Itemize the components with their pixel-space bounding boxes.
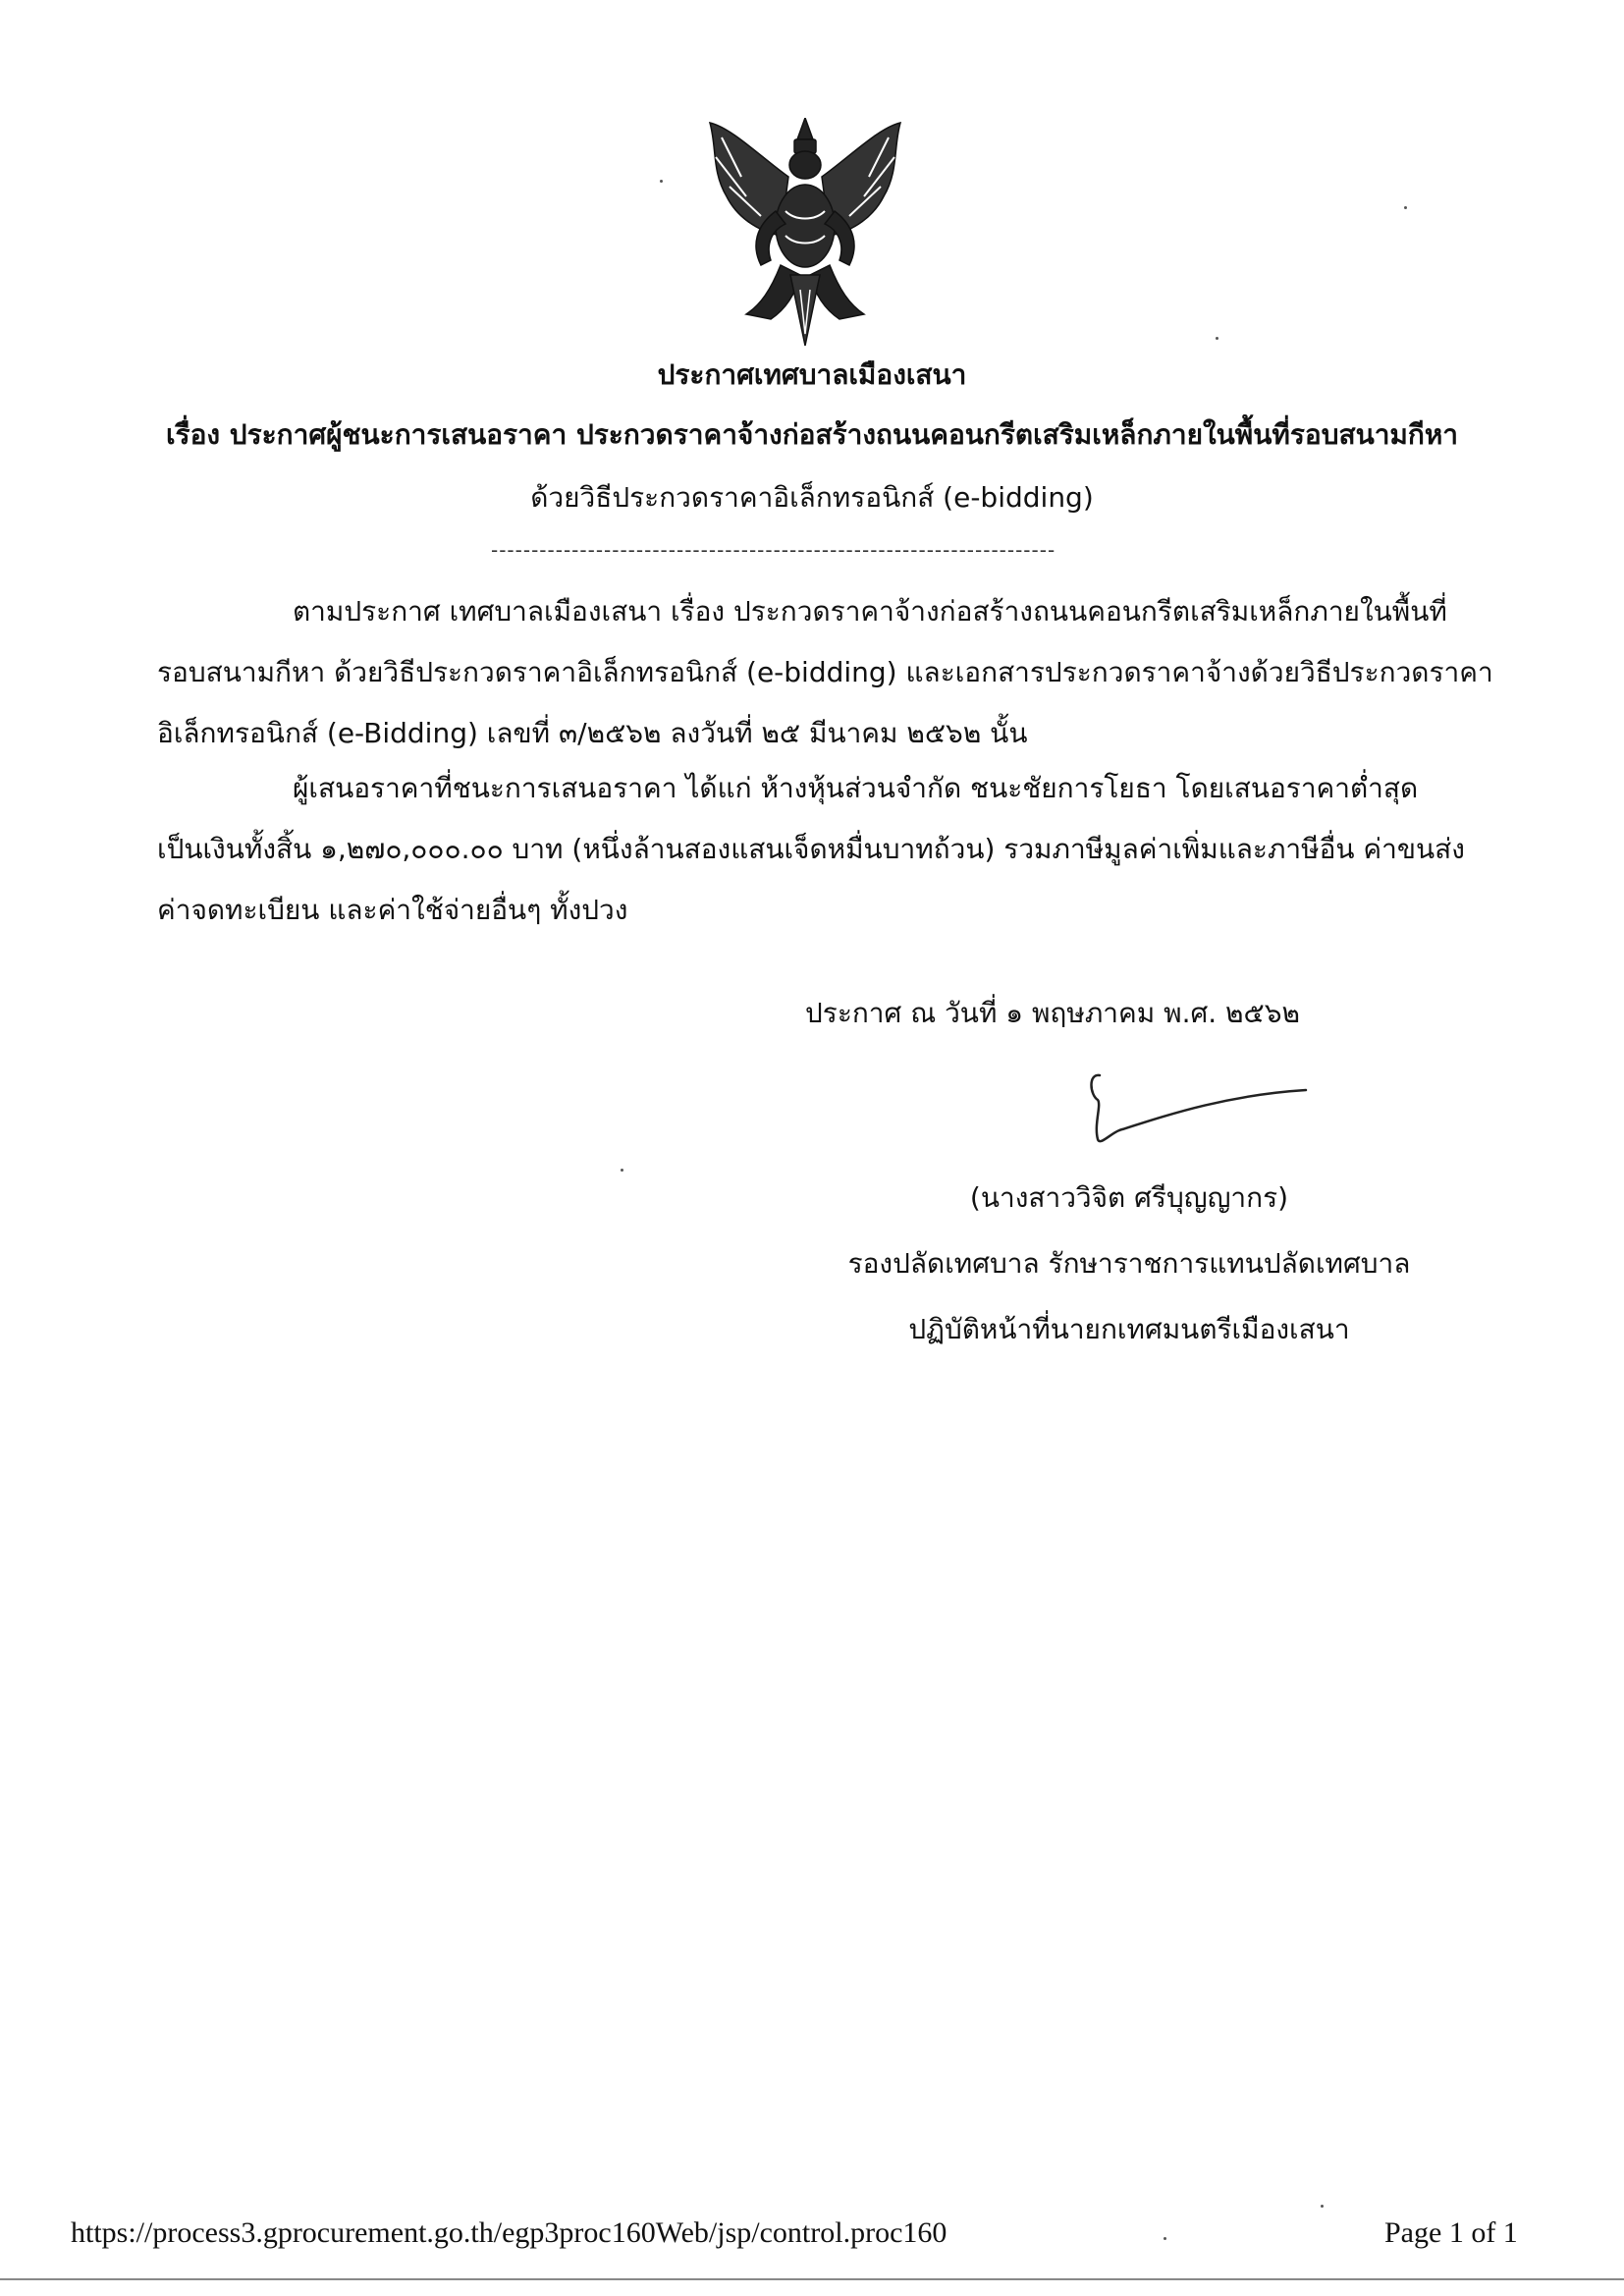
signer-acting-position: ปฏิบัติหน้าที่นายกเทศมนตรีเมืองเสนา xyxy=(908,1313,1350,1345)
header-divider: ---------------------------------------------------------------------- xyxy=(491,538,1056,562)
page-number: Page 1 of 1 xyxy=(1384,2216,1518,2249)
paragraph-line: ค่าจดทะเบียน และค่าใช้จ่ายอื่นๆ ทั้งปวง xyxy=(157,894,628,926)
paragraph-line: รอบสนามกีหา ด้วยวิธีประกวดราคาอิเล็กทรอนิกส์ (e-bidding) และเอกสารประกวดราคาจ้างด้วยวิธีประกวดราคา xyxy=(157,656,1493,688)
scan-edge-line xyxy=(0,2278,1624,2280)
paragraph-line: ตามประกาศ เทศบาลเมืองเสนา เรื่อง ประกวดราคาจ้างก่อสร้างถนนคอนกรีตเสริมเหล็กภายในพื้นที่ xyxy=(293,595,1447,628)
scan-speck xyxy=(1404,206,1407,209)
paragraph-line: เป็นเงินทั้งสิ้น ๑,๒๗๐,๐๐๐.๐๐ บาท (หนึ่งล้านสองแสนเจ็ดหมื่นบาทถ้วน) รวมภาษีมูลค่าเพิ่มและภาษีอื่น ค่าขนส่ง xyxy=(157,833,1465,865)
body-paragraph-2 xyxy=(157,758,1463,941)
footer-url: https://process3.gprocurement.go.th/egp3proc160Web/jsp/control.proc160 xyxy=(71,2216,947,2249)
garuda-emblem-icon xyxy=(702,118,908,349)
signer-position: รองปลัดเทศบาล รักษาราชการแทนปลัดเทศบาล xyxy=(847,1247,1411,1280)
announcement-subject-line2: ด้วยวิธีประกวดราคาอิเล็กทรอนิกส์ (e-bidding) xyxy=(530,481,1094,514)
scan-speck xyxy=(660,180,663,183)
announcement-date: ประกาศ ณ วันที่ ๑ พฤษภาคม พ.ศ. ๒๕๖๒ xyxy=(805,997,1300,1029)
announcement-subject: เรื่อง ประกาศผู้ชนะการเสนอราคา ประกวดราคาจ้างก่อสร้างถนนคอนกรีตเสริมเหล็กภายในพื้นที่รอบสนามกีหา xyxy=(165,418,1459,451)
scan-speck xyxy=(1321,2205,1324,2208)
paragraph-line: อิเล็กทรอนิกส์ (e-Bidding) เลขที่ ๓/๒๕๖๒ ลงวันที่ ๒๕ มีนาคม ๒๕๖๒ นั้น xyxy=(157,717,1028,749)
announcement-title: ประกาศเทศบาลเมืองเสนา xyxy=(657,358,967,391)
body-paragraph-1 xyxy=(157,581,1493,764)
signature-image xyxy=(1080,1066,1316,1154)
scan-speck xyxy=(1164,2237,1166,2240)
paragraph-line: ผู้เสนอราคาที่ชนะการเสนอราคา ได้แก่ ห้างหุ้นส่วนจำกัด ชนะชัยการโยธา โดยเสนอราคาต่ำสุด xyxy=(293,772,1419,804)
signer-name: (นางสาววิจิต ศรีบุญญากร) xyxy=(969,1181,1289,1214)
scan-speck xyxy=(1216,337,1218,340)
scan-speck xyxy=(621,1169,623,1172)
